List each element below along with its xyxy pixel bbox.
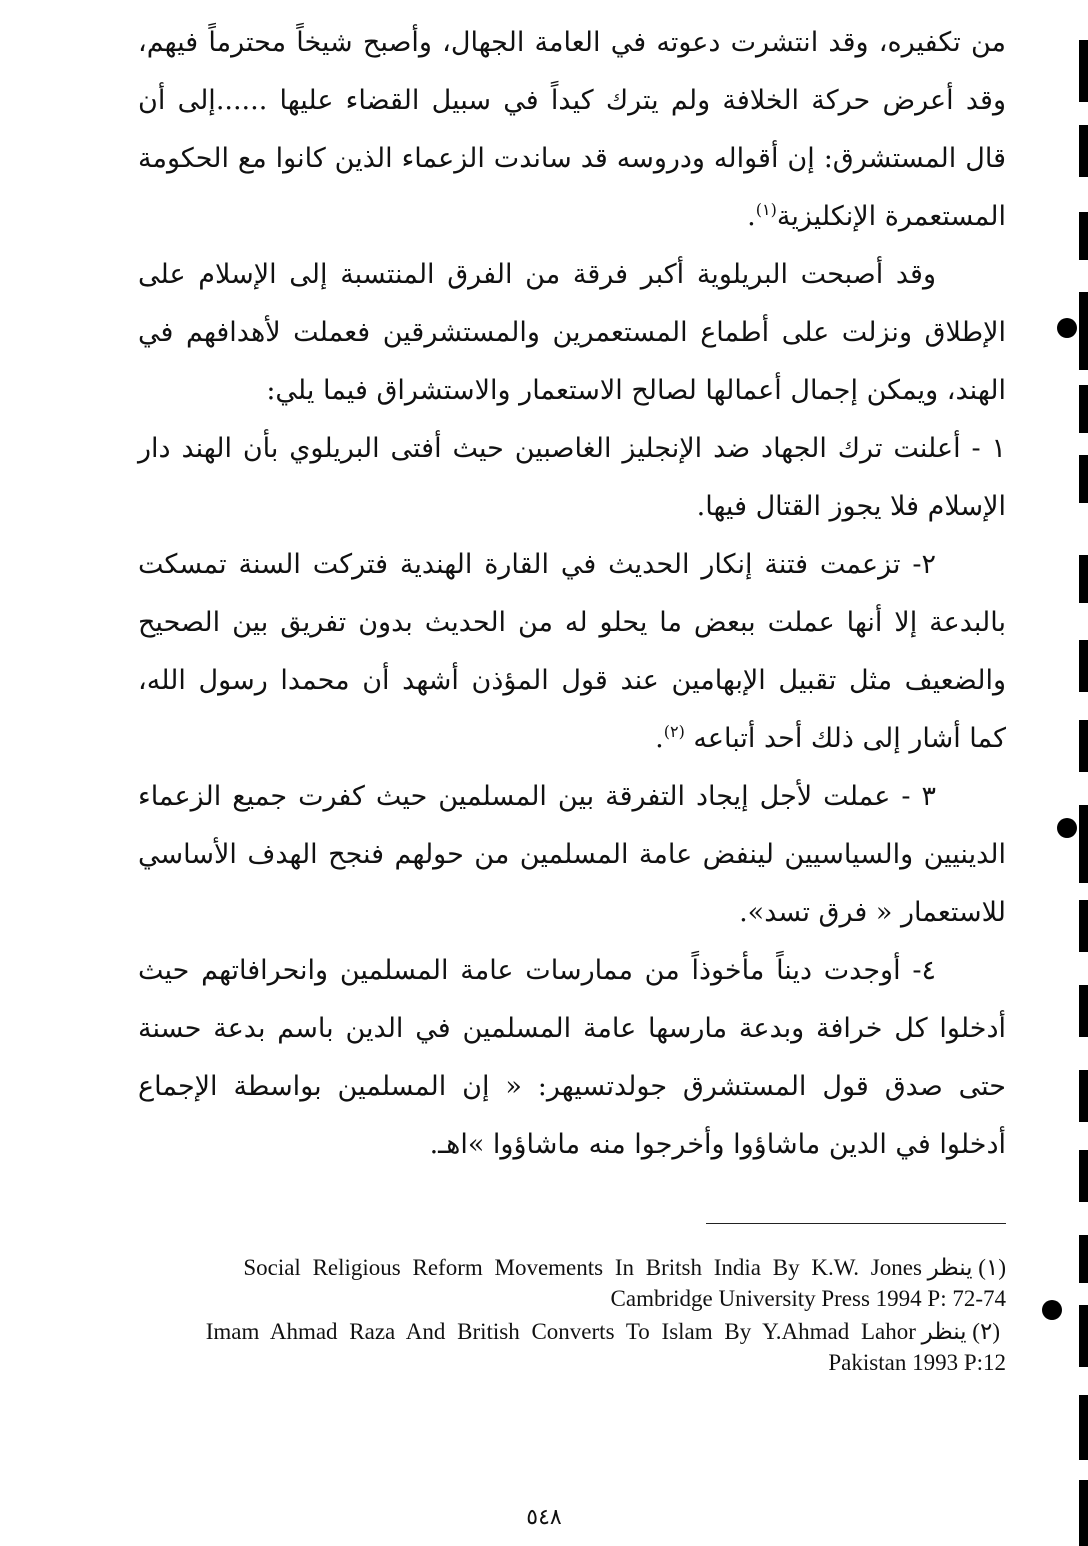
footnote-text: Social Religious Reform Movements In Britsh India By K.W. Jones xyxy=(243,1255,922,1280)
footnote-text: Imam Ahmad Raza And British Converts To Islam By Y.Ahmad Lahor xyxy=(205,1319,916,1344)
binding-edge-mark xyxy=(1079,1150,1088,1202)
binding-edge-mark xyxy=(1079,1070,1088,1122)
binding-edge-mark xyxy=(1079,1395,1088,1460)
binding-edge-mark xyxy=(1079,1235,1088,1283)
footnote-ref-1: (١) xyxy=(755,200,777,219)
footnote-1-continuation: Cambridge University Press 1994 P: 72-74 xyxy=(610,1286,1006,1311)
binding-edge-mark xyxy=(1079,1480,1088,1546)
footnote-2-continuation: Pakistan 1993 P:12 xyxy=(828,1350,1006,1375)
binding-edge-mark xyxy=(1079,555,1088,603)
binding-edge-mark xyxy=(1079,1305,1088,1367)
paragraph-text: من تكفيره، وقد انتشرت دعوته في العامة الجهال، وأصبح شيخاً محترماً فيهم، وقد أعرض حركة الخلافة ولم يترك كيداً في سبيل القضاء عليها ......إلى أن قال المستشرق: إن أقواله ودروسه قد ساندت الزعماء الذين كانوا مع الحكومة المستعمرة الإنكليزية xyxy=(138,27,1006,232)
item-4: ٤- أوجدت ديناً مأخوذاً من ممارسات عامة المسلمين وانحرافاتهم حيث أدخلوا كل خرافة وبدعة مارسها عامة المسلمين في الدين باسم بدعة حسنة حتى صدق قول المستشرق جولدتسيهر: « إن المسلمين بواسطة الإجماع أدخلوا في الدين ماشاؤوا وأخرجوا منه ماشاؤوا »اهـ. xyxy=(138,955,1006,1160)
item-2: ٢- تزعمت فتنة إنكار الحديث في القارة الهندية فتركت السنة تمسكت بالبدعة إلا أنها عملت ببعض ما يحلو له من الحديث بدون تفريق بين الصحيح والضعيف مثل تقبيل الإبهامين عند قول المؤذن أشهد أن محمدا رسول الله، كما أشار إلى ذلك أحد أتباعه $^{(٢)}$. xyxy=(138,549,1006,754)
binding-edge-mark xyxy=(1079,985,1088,1037)
binding-edge-mark xyxy=(1079,40,1088,102)
footnote-ref-2: (٢) xyxy=(663,722,685,741)
footnote-marker: (١) ينظر xyxy=(927,1255,1006,1280)
paragraph-1: من تكفيره، وقد انتشرت دعوته في العامة الجهال، وأصبح شيخاً محترماً فيهم، وقد أعرض حركة الخلافة ولم يترك كيداً في سبيل القضاء عليها ......إلى أن قال المستشرق: إن أقواله ودروسه قد ساندت الزعماء الذين كانوا مع الحكومة المستعمرة الإنكليزية$^{(١)}$. xyxy=(138,27,1006,232)
paragraph-text: ٢- تزعمت فتنة إنكار الحديث في القارة الهندية فتركت السنة تمسكت بالبدعة إلا أنها عملت ببعض ما يحلو له من الحديث بدون تفريق بين الصحيح والضعيف مثل تقبيل الإبهامين عند قول المؤذن أشهد أن محمدا رسول الله، كما أشار إلى ذلك أحد أتباعه xyxy=(138,549,1006,754)
main-text xyxy=(138,14,1006,1174)
footnote-marker: (٢) ينظر xyxy=(921,1319,1000,1344)
punch-hole xyxy=(1057,818,1077,838)
binding-edge-mark xyxy=(1079,640,1088,692)
binding-edge-mark xyxy=(1079,125,1088,177)
binding-edge-mark xyxy=(1079,805,1088,883)
binding-edge-mark xyxy=(1079,720,1088,772)
footnote-1 xyxy=(138,1252,1006,1283)
binding-edge-mark xyxy=(1079,212,1088,260)
binding-edge-mark xyxy=(1079,385,1088,433)
item-3: ٣ - عملت لأجل إيجاد التفرقة بين المسلمين حيث كفرت جميع الزعماء الدينيين والسياسيين لينفض عامة المسلمين من حولهم فنجح الهدف الأساسي للاستعمار « فرق تسد». xyxy=(138,781,1006,928)
footnotes xyxy=(138,1252,1006,1378)
binding-edge-mark xyxy=(1079,292,1088,370)
punch-hole xyxy=(1057,318,1077,338)
footnote-2 xyxy=(138,1316,1006,1347)
binding-edge-mark xyxy=(1079,900,1088,952)
paragraph-2: وقد أصبحت البريلوية أكبر فرقة من الفرق المنتسبة إلى الإسلام على الإطلاق ونزلت على أطماع المستعمرين والمستشرقين فعملت لأهدافهم في الهند، ويمكن إجمال أعمالها لصالح الاستعمار والاستشراق فيما يلي: xyxy=(138,259,1006,406)
item-1: ١ - أعلنت ترك الجهاد ضد الإنجليز الغاصبين حيث أفتى البريلوي بأن الهند دار الإسلام فلا يجوز القتال فيها. xyxy=(138,433,1006,522)
binding-edge-mark xyxy=(1079,455,1088,503)
page-number: ٥٤٨ xyxy=(526,1505,562,1530)
footnote-divider xyxy=(706,1223,1006,1224)
punch-hole xyxy=(1042,1300,1062,1320)
